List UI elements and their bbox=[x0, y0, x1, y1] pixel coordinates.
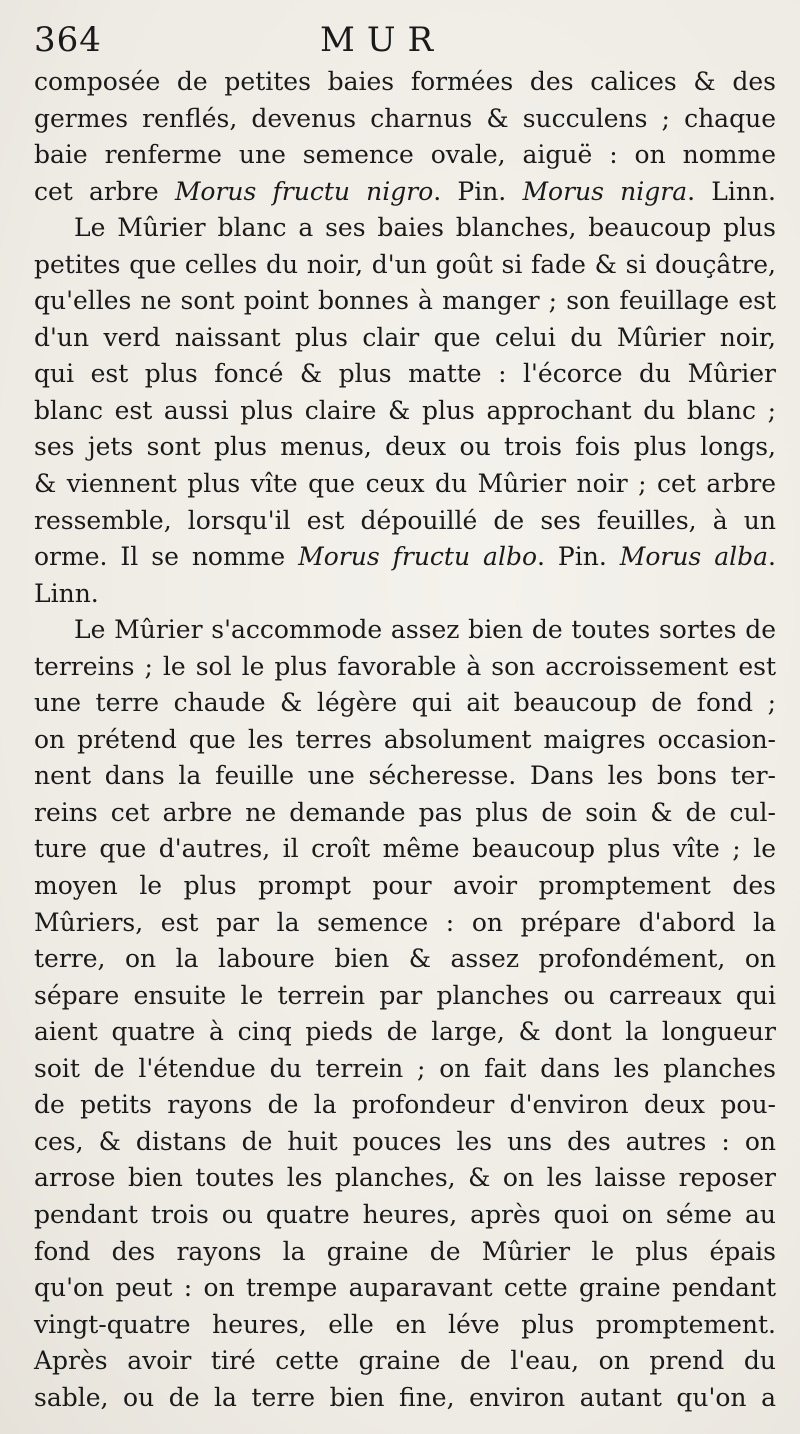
text-line bbox=[34, 1087, 776, 1124]
text-line bbox=[34, 247, 776, 284]
text-line bbox=[34, 576, 776, 613]
text-segment: ture que d'autres, il croît même beaucoup plus vîte ; le bbox=[34, 834, 776, 864]
text-segment: . Pin. bbox=[537, 542, 620, 572]
text-line bbox=[34, 941, 776, 978]
text-line bbox=[34, 868, 776, 905]
text-line bbox=[34, 539, 776, 576]
text-segment: aient quatre à cinq pieds de large, & dont la longueur bbox=[34, 1017, 776, 1047]
text-segment: Le Mûrier blanc a ses baies blanches, beaucoup plus bbox=[74, 213, 776, 243]
text-line bbox=[34, 137, 776, 174]
text-line bbox=[34, 1051, 776, 1088]
text-line bbox=[34, 64, 776, 101]
text-segment: composée de petites baies formées des calices & des bbox=[34, 67, 776, 96]
body-text bbox=[34, 64, 776, 1416]
text-segment: terre, on la laboure bien & assez profondément, on bbox=[34, 944, 776, 974]
text-segment: arrose bien toutes les planches, & on les laisse reposer bbox=[34, 1163, 776, 1193]
text-segment: on prétend que les terres absolument maigres occasion- bbox=[34, 724, 776, 754]
text-line bbox=[34, 320, 776, 357]
text-segment: ressemble, lorsqu'il est dépouillé de ses feuilles, à un bbox=[34, 505, 776, 535]
text-segment: ces, & distans de huit pouces les uns des autres : on bbox=[34, 1126, 776, 1156]
text-line bbox=[34, 978, 776, 1015]
text-segment: & viennent plus vîte que ceux du Mûrier noir ; cet arbre bbox=[34, 469, 776, 499]
text-line bbox=[34, 722, 776, 759]
text-segment: terreins ; le sol le plus favorable à son accroissement est bbox=[34, 651, 776, 681]
latin-name: Morus alba bbox=[619, 542, 769, 572]
text-segment: germes renflés, devenus charnus & succulens ; chaque bbox=[34, 103, 776, 133]
text-line bbox=[34, 1014, 776, 1051]
text-segment: Après avoir tiré cette graine de l'eau, on prend du bbox=[34, 1346, 776, 1376]
text-segment: . Linn. bbox=[687, 176, 776, 206]
text-line bbox=[34, 1160, 776, 1197]
running-head: MUR bbox=[320, 20, 446, 60]
text-line bbox=[34, 1343, 776, 1380]
text-line bbox=[34, 831, 776, 868]
text-segment: vingt-quatre heures, elle en léve plus promptement. bbox=[34, 1309, 776, 1339]
latin-name: Morus fructu albo bbox=[298, 542, 537, 572]
text-line bbox=[34, 429, 776, 466]
page-header bbox=[0, 12, 800, 62]
text-segment: reins cet arbre ne demande pas plus de soin & de cul- bbox=[34, 797, 776, 827]
text-segment: sable, ou de la terre bien fine, environ autant qu'on a bbox=[34, 1382, 776, 1412]
text-line bbox=[34, 649, 776, 686]
text-segment: fond des rayons la graine de Mûrier le plus épais bbox=[34, 1236, 776, 1266]
text-line bbox=[34, 795, 776, 832]
text-segment: baie renferme une semence ovale, aiguë : on nomme bbox=[34, 140, 776, 170]
text-line bbox=[34, 612, 776, 649]
text-segment: de petits rayons de la profondeur d'environ deux pou- bbox=[34, 1090, 776, 1120]
text-segment: . Pin. bbox=[433, 176, 523, 206]
text-line bbox=[34, 1307, 776, 1344]
text-line bbox=[34, 210, 776, 247]
text-segment: . bbox=[768, 542, 776, 572]
text-line bbox=[34, 685, 776, 722]
text-line bbox=[34, 1234, 776, 1271]
text-line bbox=[34, 393, 776, 430]
text-segment: cet arbre bbox=[34, 176, 175, 206]
text-segment: soit de l'étendue du terrein ; on fait dans les planches bbox=[34, 1053, 776, 1083]
text-line bbox=[34, 905, 776, 942]
text-line bbox=[34, 1380, 776, 1417]
text-line bbox=[34, 1197, 776, 1234]
text-line bbox=[34, 1270, 776, 1307]
text-segment: qu'on peut : on trempe auparavant cette graine pendant bbox=[34, 1273, 776, 1303]
text-segment: Linn. bbox=[34, 578, 99, 608]
text-line bbox=[34, 283, 776, 320]
text-line bbox=[34, 758, 776, 795]
text-line bbox=[34, 356, 776, 393]
text-line bbox=[34, 1124, 776, 1161]
text-segment: Mûriers, est par la semence : on prépare d'abord la bbox=[34, 907, 776, 937]
text-line bbox=[34, 503, 776, 540]
text-segment: qui est plus foncé & plus matte : l'écorce du Mûrier bbox=[34, 359, 776, 389]
latin-name: Morus fructu nigro bbox=[174, 176, 434, 206]
text-line bbox=[34, 466, 776, 503]
text-segment: une terre chaude & légère qui ait beaucoup de fond ; bbox=[34, 688, 776, 718]
text-segment: moyen le plus prompt pour avoir promptement des bbox=[34, 871, 776, 901]
page-number: 364 bbox=[34, 20, 102, 60]
text-segment: pendant trois ou quatre heures, après quoi on séme au bbox=[34, 1199, 776, 1229]
text-line bbox=[34, 101, 776, 138]
text-segment: qu'elles ne sont point bonnes à manger ; son feuillage est bbox=[34, 286, 776, 316]
text-segment: blanc est aussi plus claire & plus approchant du blanc ; bbox=[34, 395, 776, 425]
text-segment: petites que celles du noir, d'un goût si fade & si douçâtre, bbox=[34, 249, 776, 279]
text-segment: orme. Il se nomme bbox=[34, 542, 299, 572]
text-segment: sépare ensuite le terrein par planches ou carreaux qui bbox=[34, 980, 776, 1010]
text-segment: ses jets sont plus menus, deux ou trois fois plus longs, bbox=[34, 432, 776, 462]
text-segment: nent dans la feuille une sécheresse. Dans les bons ter- bbox=[34, 761, 776, 791]
text-segment: d'un verd naissant plus clair que celui du Mûrier noir, bbox=[34, 322, 776, 352]
text-segment: Le Mûrier s'accommode assez bien de toutes sortes de bbox=[74, 615, 776, 645]
latin-name: Morus nigra bbox=[522, 176, 688, 206]
text-line bbox=[34, 174, 776, 211]
